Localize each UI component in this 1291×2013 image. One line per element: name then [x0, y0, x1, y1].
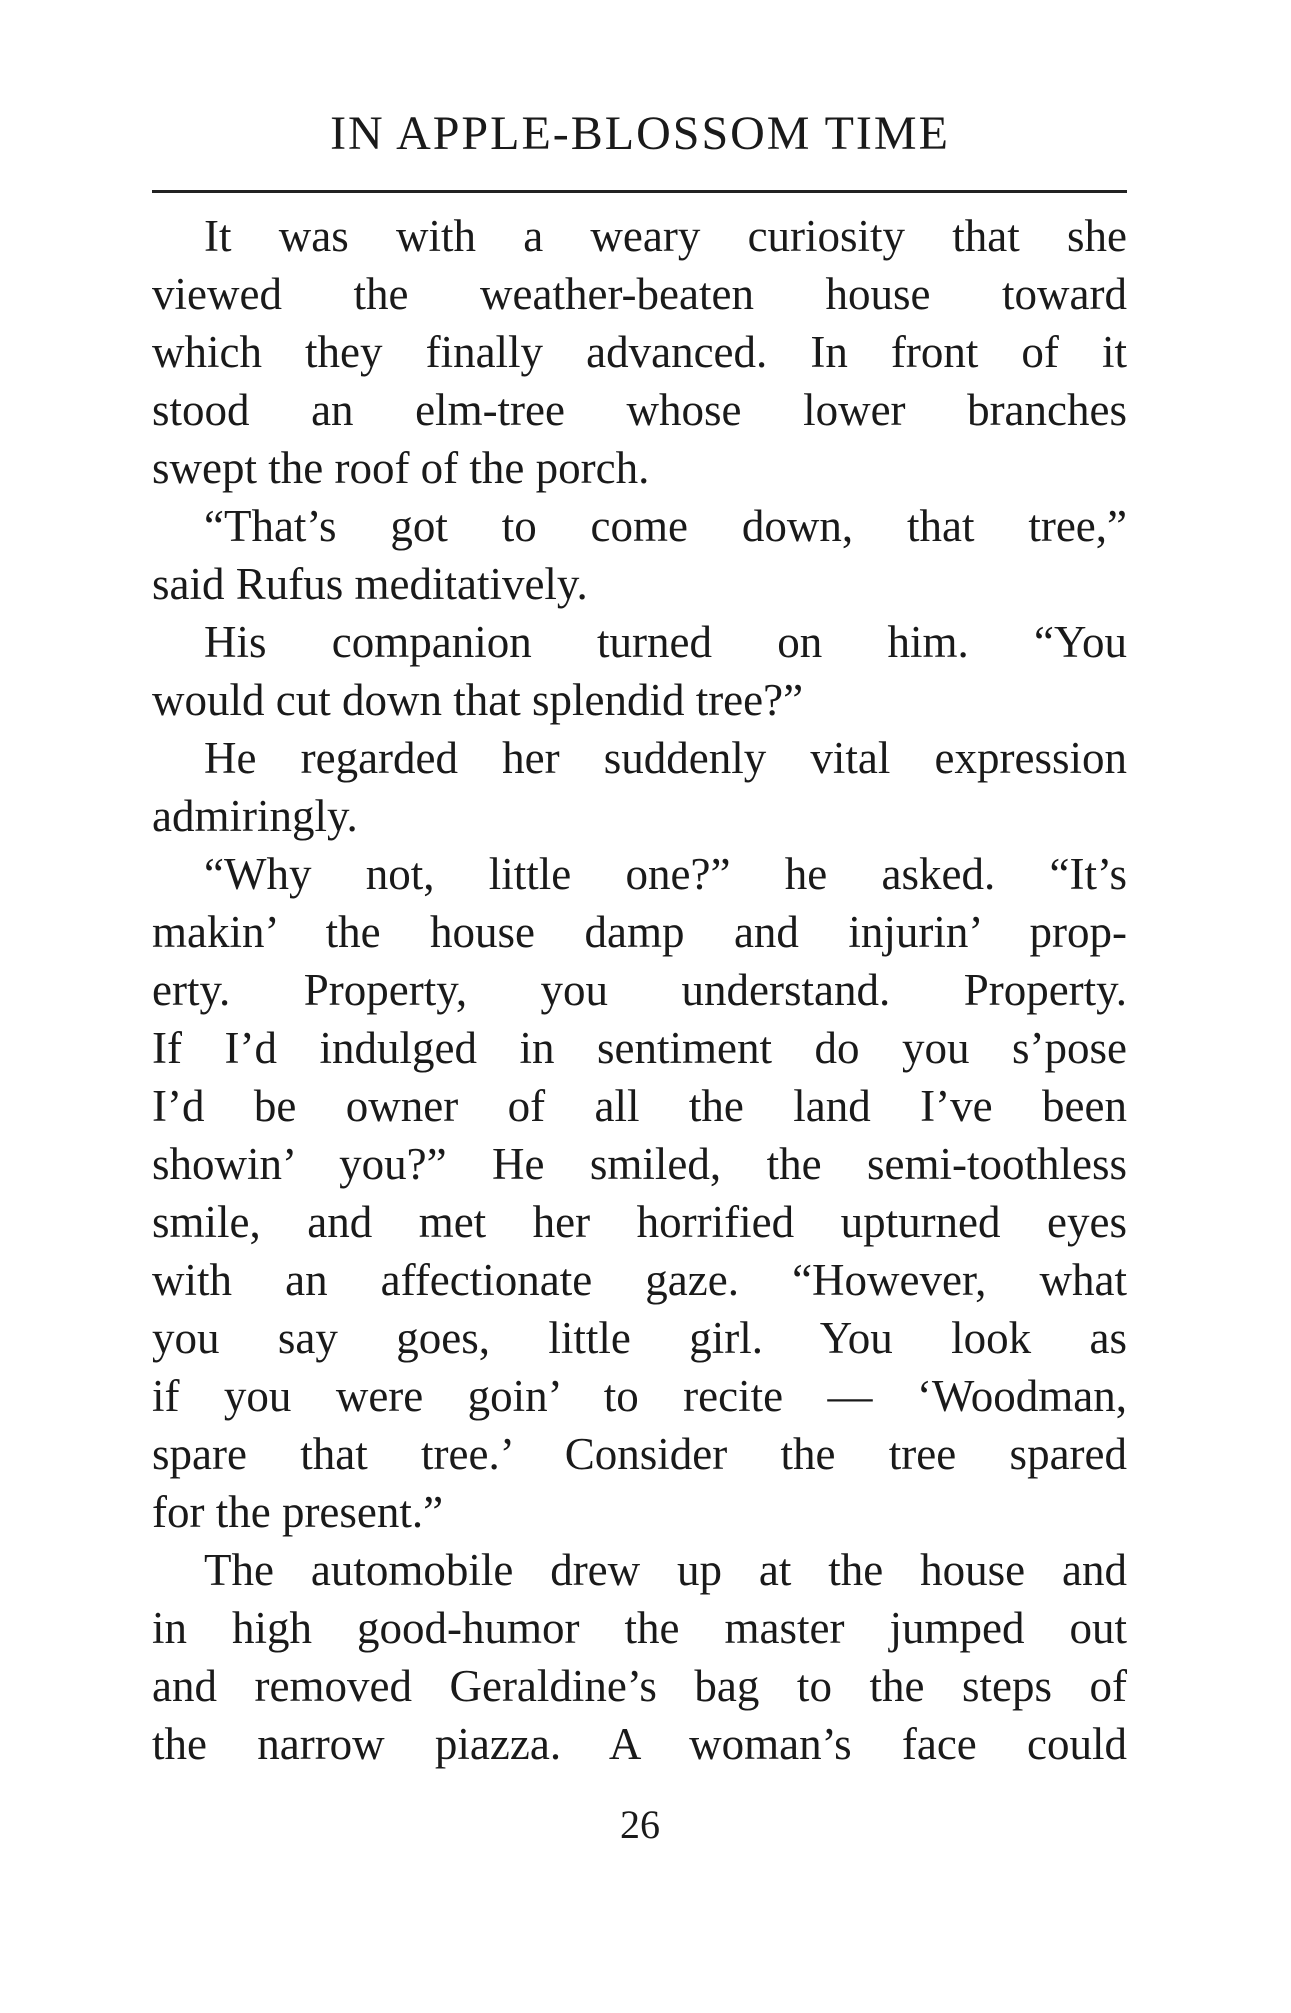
text-line: with an affectionate gaze. “However, what — [152, 1255, 1127, 1305]
text-line: makin’ the house damp and injurin’ prop- — [152, 907, 1127, 957]
text-line: If I’d indulged in sentiment do you s’pose — [152, 1023, 1127, 1073]
text-line: stood an elm-tree whose lower branches — [152, 385, 1127, 435]
text-line: showin’ you?” He smiled, the semi-toothless — [152, 1139, 1127, 1189]
running-head: IN APPLE-BLOSSOM TIME — [330, 107, 950, 160]
text-line: would cut down that splendid tree?” — [152, 675, 804, 725]
text-line: in high good-humor the master jumped out — [152, 1603, 1127, 1653]
text-line: His companion turned on him. “You — [204, 617, 1127, 667]
header-rule — [152, 190, 1127, 193]
text-line: if you were goin’ to recite — ‘Woodman, — [152, 1371, 1127, 1421]
text-line: the narrow piazza. A woman’s face could — [152, 1719, 1127, 1769]
text-line: erty. Property, you understand. Property. — [152, 965, 1127, 1015]
text-line: “Why not, little one?” he asked. “It’s — [204, 849, 1127, 899]
text-line: for the present.” — [152, 1487, 444, 1537]
text-line: “That’s got to come down, that tree,” — [204, 501, 1127, 551]
text-line: I’d be owner of all the land I’ve been — [152, 1081, 1127, 1131]
text-line: you say goes, little girl. You look as — [152, 1313, 1127, 1363]
body-text — [152, 207, 1127, 1773]
text-line: viewed the weather-beaten house toward — [152, 269, 1127, 319]
text-line: which they finally advanced. In front of it — [152, 327, 1127, 377]
text-line: The automobile drew up at the house and — [204, 1545, 1127, 1595]
text-line: admiringly. — [152, 791, 358, 841]
text-line: swept the roof of the porch. — [152, 443, 650, 493]
page-number: 26 — [620, 1802, 660, 1847]
text-line: He regarded her suddenly vital expression — [204, 733, 1127, 783]
text-line: said Rufus meditatively. — [152, 559, 588, 609]
text-line: It was with a weary curiosity that she — [204, 211, 1127, 261]
text-line: spare that tree.’ Consider the tree spared — [152, 1429, 1127, 1479]
text-line: and removed Geraldine’s bag to the steps of — [152, 1661, 1127, 1711]
text-line: smile, and met her horrified upturned eyes — [152, 1197, 1127, 1247]
